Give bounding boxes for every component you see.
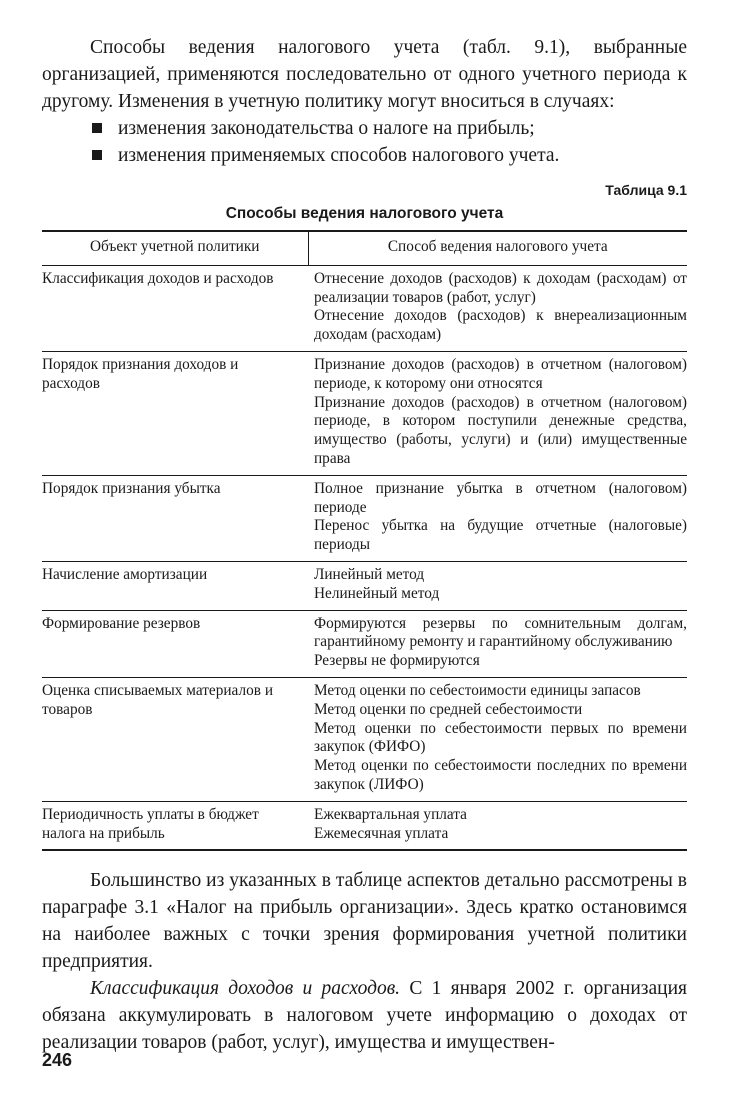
method-item: Метод оценки по средней себестоимости xyxy=(314,700,583,718)
method-item: Признание доходов (расходов) в отчетном (налоговом) периоде, к которому они относятся xyxy=(314,355,687,392)
method-cell xyxy=(308,351,687,475)
section-lead-in: Классификация доходов и расходов. xyxy=(90,978,401,1000)
page-content xyxy=(42,34,687,1056)
table-row xyxy=(42,351,687,475)
intro-bullet-list xyxy=(42,115,687,169)
method-item: Перенос убытка на будущие отчетные (налоговые) периоды xyxy=(314,517,687,554)
square-bullet-icon xyxy=(92,150,102,160)
object-cell: Классификация доходов и расходов xyxy=(42,265,308,351)
table-row xyxy=(42,801,687,850)
method-item: Метод оценки по себестоимости первых по времени закупок (ФИФО) xyxy=(314,719,687,756)
method-cell xyxy=(308,610,687,677)
table-row xyxy=(42,265,687,351)
table-header-row xyxy=(42,231,687,265)
table-row xyxy=(42,475,687,561)
intro-paragraph: Способы ведения налогового учета (табл. 9.1), выбранные организацией, применяются последовательно от одного учетного периода к другому. Изменения в учетную политику могут вноситься в случаях: xyxy=(42,37,687,112)
column-header-method: Способ ведения налогового учета xyxy=(308,231,687,265)
method-item: Линейный метод xyxy=(314,565,425,583)
method-item: Признание доходов (расходов) в отчетном (налоговом) периоде, в котором поступили денежные средства, имущество (работы, услуги) и (или) имущественные права xyxy=(314,393,687,467)
body-paragraph: Большинство из указанных в таблице аспектов детально рассмотрены в параграфе 3.1 «Налог на прибыль организации». Здесь кратко остановимся на наиболее важных с точки зрения формирования учетной политики предприятия. xyxy=(42,870,687,973)
method-item: Метод оценки по себестоимости единицы запасов xyxy=(314,681,641,699)
method-cell xyxy=(308,677,687,801)
method-item: Метод оценки по себестоимости последних по времени закупок (ЛИФО) xyxy=(314,757,687,793)
table-title: Способы ведения налогового учета xyxy=(225,205,504,222)
page-number: 246 xyxy=(42,1050,73,1070)
paragraph-text: С 1 января 2002 г. организация обязана аккумулировать в налоговом учете информацию о доходах от реализации товаров (работ, услуг), имущества и имуществен- xyxy=(42,978,687,1054)
method-cell xyxy=(308,265,687,351)
object-cell: Периодичность уплаты в бюджет налога на прибыль xyxy=(42,801,308,850)
method-cell xyxy=(308,475,687,561)
table-row xyxy=(42,677,687,801)
column-header-object: Объект учетной политики xyxy=(42,231,308,265)
method-item: Формируются резервы по сомнительным долгам, гарантийному ремонту и гарантийному обслуживанию xyxy=(314,614,687,651)
method-item: Ежеквартальная уплата xyxy=(314,805,467,823)
method-item: Нелинейный метод xyxy=(314,584,440,602)
bullet-item: изменения применяемых способов налогового учета. xyxy=(92,142,687,169)
method-item: Резервы не формируются xyxy=(314,652,480,670)
object-cell: Порядок признания доходов и расходов xyxy=(42,351,308,475)
table-caption: Таблица 9.1 xyxy=(605,182,687,198)
object-cell: Порядок признания убытка xyxy=(42,475,308,561)
table-row xyxy=(42,561,687,610)
method-item: Ежемесячная уплата xyxy=(314,824,449,842)
method-item: Полное признание убытка в отчетном (налоговом) периоде xyxy=(314,479,687,516)
method-cell xyxy=(308,561,687,610)
tax-accounting-table xyxy=(42,230,687,851)
method-item: Отнесение доходов (расходов) к доходам (расходам) от реализации товаров (работ, услуг) xyxy=(314,269,687,306)
object-cell: Оценка списываемых материалов и товаров xyxy=(42,677,308,801)
object-cell: Начисление амортизации xyxy=(42,561,308,610)
square-bullet-icon xyxy=(92,123,102,133)
bullet-item: изменения законодательства о налоге на прибыль; xyxy=(92,115,687,142)
method-cell xyxy=(308,801,687,850)
object-cell: Формирование резервов xyxy=(42,610,308,677)
method-item: Отнесение доходов (расходов) к внереализационным доходам (расходам) xyxy=(314,307,687,344)
table-row xyxy=(42,610,687,677)
body-paragraph xyxy=(42,975,687,1056)
